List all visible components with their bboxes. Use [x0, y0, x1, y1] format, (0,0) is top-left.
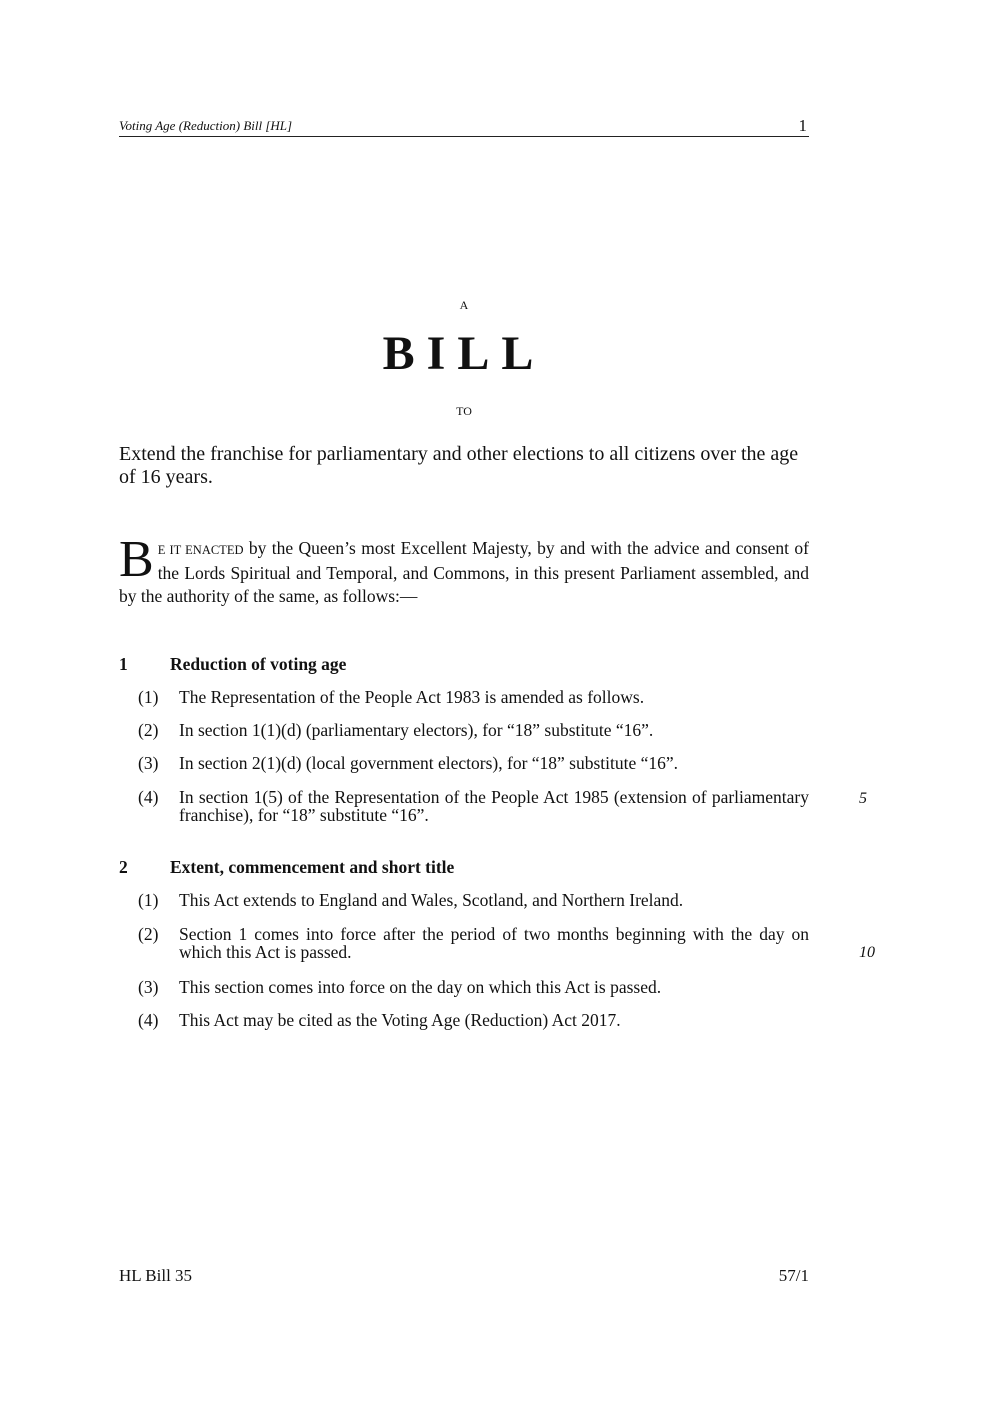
subsection	[138, 754, 809, 772]
subsection	[138, 1011, 809, 1029]
subsection	[138, 925, 809, 961]
running-header	[119, 116, 809, 137]
section-number: 1	[119, 654, 128, 674]
footer-print-reference: 57/1	[778, 1266, 809, 1285]
section-number: 2	[119, 857, 128, 877]
title-to: TO	[456, 404, 472, 418]
subsection-label: (2)	[138, 924, 159, 944]
subsection	[138, 788, 809, 824]
subsection-text: In section 2(1)(d) (local government electors), for “18” substitute “16”.	[179, 753, 679, 773]
subsection	[138, 891, 809, 909]
subsection-text: Section 1 comes into force after the period of two months beginning with the day on which this Act is passed.	[179, 924, 809, 962]
subsection-text: The Representation of the People Act 1983 is amended as follows.	[179, 687, 645, 707]
subsection-label: (3)	[138, 977, 159, 997]
page-number: 1	[798, 116, 807, 135]
subsection-text: In section 1(5) of the Representation of the People Act 1985 (extension of parliamentary franchise), for “18” substitute “16”.	[179, 787, 809, 825]
section-title: Extent, commencement and short title	[170, 857, 455, 877]
footer	[119, 1266, 809, 1286]
subsection-text: This Act extends to England and Wales, Scotland, and Northern Ireland.	[179, 890, 684, 910]
subsection	[138, 721, 809, 739]
subsection-label: (3)	[138, 753, 159, 773]
subsection-text: This Act may be cited as the Voting Age (Reduction) Act 2017.	[179, 1010, 621, 1030]
subsection-label: (4)	[138, 1010, 159, 1030]
enacting-small-caps: E IT ENACTED	[157, 543, 244, 557]
subsection-text: This section comes into force on the day on which this Act is passed.	[179, 977, 662, 997]
section-2	[119, 857, 875, 1037]
long-title: Extend the franchise for parliamentary and other elections to all citizens over the age of 16 years.	[119, 443, 799, 488]
footer-bill-number: HL Bill 35	[119, 1266, 193, 1285]
line-number: 5	[859, 790, 867, 807]
line-number: 10	[859, 944, 875, 961]
section-1	[119, 654, 867, 834]
subsection-text: In section 1(1)(d) (parliamentary electors), for “18” substitute “16”.	[179, 720, 654, 740]
header-title: Voting Age (Reduction) Bill [HL]	[119, 118, 293, 133]
enacting-text: by the Queen’s most Excellent Majesty, by and with the advice and consent of the Lords Spiritual and Temporal, and Commons, in this present Parliament assembled, and by the authority of the same, as follows:—	[119, 538, 809, 606]
subsection	[138, 978, 809, 996]
section-title: Reduction of voting age	[170, 654, 347, 674]
subsection	[138, 688, 809, 706]
subsection-label: (4)	[138, 787, 159, 807]
subsection-label: (1)	[138, 890, 159, 910]
subsection-label: (2)	[138, 720, 159, 740]
enacting-formula	[119, 531, 809, 608]
title-bill: BILL	[382, 327, 546, 380]
title-a: A	[459, 298, 469, 312]
subsection-label: (1)	[138, 687, 159, 707]
drop-cap: B	[119, 531, 154, 588]
